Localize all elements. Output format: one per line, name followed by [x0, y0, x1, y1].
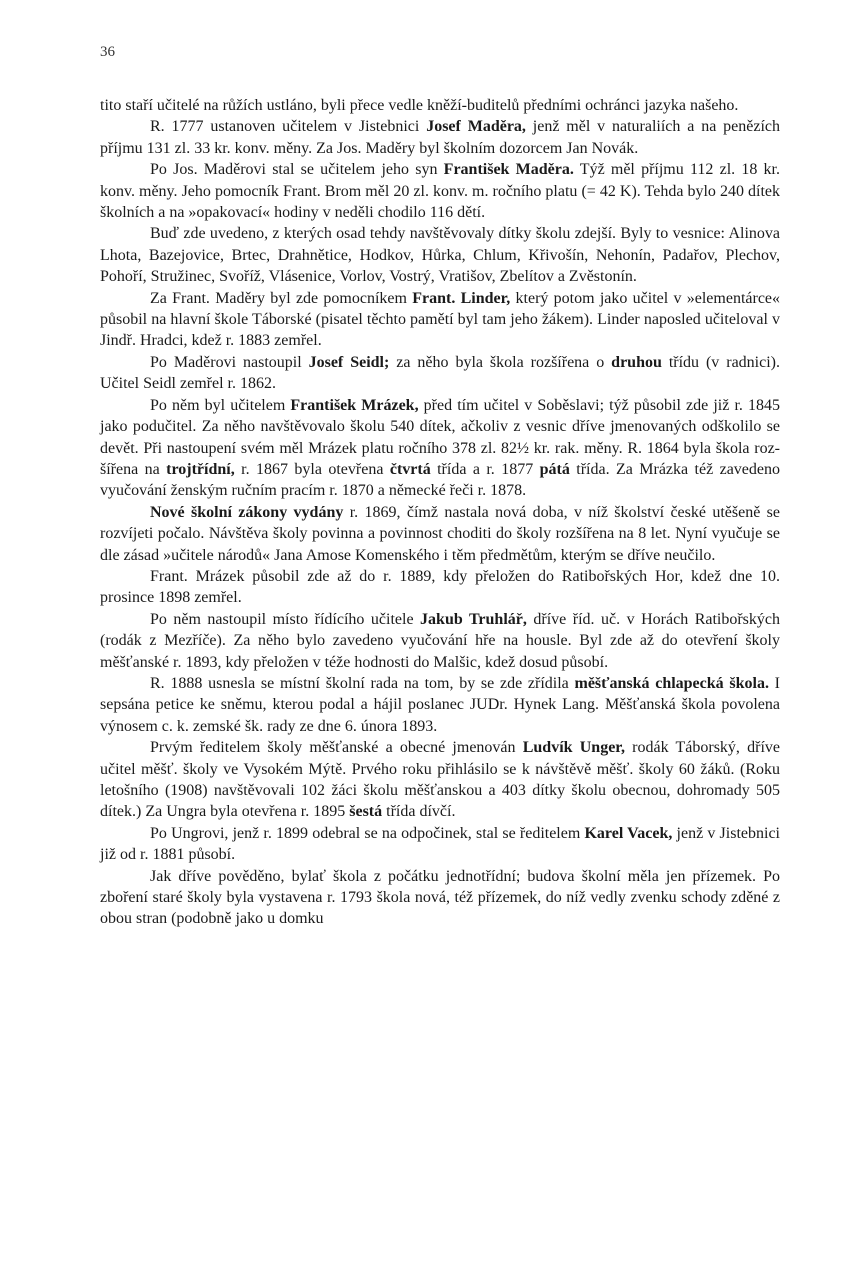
- text-run: Týž měl příjmu 112 zl. 18 kr. konv. měny. Jeho pomocník Frant. Brom měl 20 zl. konv. m. ročního platu (= 42 K). Tehda bylo 240 dítek školních a na »opakovací« hodiny v neděli chodilo 116 dětí.: [100, 161, 781, 222]
- text-run: Buď zde uvedeno, z kterých osad tehdy navštěvovaly dítky školu zdejší. Byly to vesnice: Alinova Lhota, Bazejovice, Brtec, Drahnětice, Hodkov, Hůrka, Chlum, Křivošín, Nehonín, Padařov, Plechov, Pohoří, Stružinec, Svoříž, Vlásenice, Vorlov, Vostrý, Vratišov, Zbelítov a Zvěstonín.: [100, 225, 780, 286]
- text-run: rodák Táborský, dříve učitel měšť. školy ve Vysokém Mýtě. Prvého roku přihlásilo se k návštěvě měšť. školy 60 žáků. (Roku letošního (1908) navštěvovali 102 žáci školu měšťanskou a 403 dítky školu obecnou, dohromady 505 dítek.) Za Ungra byla otevřena r. 1895: [100, 739, 781, 821]
- bold-term: šestá: [349, 803, 383, 821]
- text-run: třídu (v radnici). Učitel Seidl zemřel r. 1862.: [100, 353, 780, 393]
- text-run: R. 1888 usnesla se místní školní rada na tom, by se zde zřídila: [150, 674, 575, 692]
- bold-term: trojtřídní,: [166, 460, 235, 478]
- text-run: I sepsána petice ke sněmu, kterou podal a hájil poslanec JUDr. Hynek Lang. Měšťanská škola povolena výnosem c. k. zemské šk. rady ze dne 6. února 1893.: [100, 674, 780, 735]
- text-run: Frant. Mrázek působil zde až do r. 1889, kdy přeložen do Ratibořských Hor, kdež dne 10. prosince 1898 zemřel.: [100, 567, 780, 607]
- paragraph: [100, 116, 780, 159]
- bold-term: čtvrtá: [389, 460, 431, 478]
- bold-term: Nové školní zákony vydány: [150, 503, 344, 521]
- bold-term: Jakub Truhlář,: [420, 610, 527, 628]
- bold-term: Josef Maděra,: [426, 118, 526, 136]
- text-run: Jak dříve pověděno, bylať škola z počátku jednotřídní; budova školní měla jen přízemek. Po zboření staré školy byla vystavena r. 1793 škola nová, též přízemek, do níž vedly zvenku schody zděné z obou stran (podobně jako u domku: [100, 867, 780, 928]
- paragraph: [100, 609, 780, 673]
- text-run: třída dívčí.: [382, 803, 456, 821]
- paragraph: [100, 288, 780, 352]
- paragraph: [100, 223, 780, 287]
- bold-term: Ludvík Unger,: [522, 739, 625, 757]
- text-run: Po něm nastoupil místo řídícího učitele: [150, 610, 421, 628]
- bold-term: František Maděra.: [443, 161, 574, 179]
- bold-term: druhou: [611, 353, 662, 371]
- paragraph: [100, 502, 780, 566]
- text-run: tito staří učitelé na růžích ustláno, byli přece vedle kněží-buditelů předními ochránci jazyka našeho.: [100, 97, 739, 114]
- page-body-text: [100, 95, 780, 930]
- bold-term: Josef Seidl;: [308, 353, 390, 371]
- text-run: R. 1777 ustanoven učitelem v Jistebnici: [150, 118, 427, 136]
- paragraph: [100, 566, 780, 609]
- text-run: Po Maděrovi nastoupil: [150, 353, 309, 371]
- bold-term: Karel Vacek,: [584, 824, 673, 842]
- text-run: Prvým ředitelem školy měšťanské a obecné jmenován: [150, 739, 523, 757]
- text-run: Po Ungrovi, jenž r. 1899 odebral se na odpočinek, stal se ředitelem: [150, 824, 585, 842]
- paragraph: [100, 673, 780, 737]
- paragraph: [100, 95, 780, 116]
- text-run: dříve říd. uč. v Horách Ratibořských (rodák z Mezříče). Za něho bylo zavedeno vyučování hře na housle. Byl zde až do otevření školy měšťanské r. 1893, kdy přeložen v téže hodnosti do Malšic, kdež dosud působí.: [100, 610, 781, 671]
- bold-term: pátá: [539, 460, 570, 478]
- paragraph: [100, 352, 780, 395]
- text-run: r. 1867 byla otevřena: [234, 460, 390, 478]
- paragraph: [100, 159, 780, 223]
- bold-term: František Mrázek,: [290, 396, 419, 414]
- text-run: r. 1869, čímž nastala nová doba, v níž školství české utěšeně se rozvíjeti počalo. Návštěva školy povinna a povinnost choditi do školy rozšířena na 8 let. Nyní vyučuje se dle zásad »učitele národů« Jana Amose Komenského i těm předmětům, kterým se dříve neučilo.: [100, 503, 780, 564]
- text-run: třída. Za Mrázka též zavedeno vyučování ženským ručním pracím r. 1870 a německé řeči r. 1878.: [100, 460, 781, 500]
- page-number: 36: [100, 44, 115, 60]
- paragraph: [100, 395, 780, 502]
- text-run: před tím učitel v Soběslavi; týž působil zde již r. 1845 jako podučitel. Za něho navštěvovalo školu 540 dítek, ačkoliv z vesnic dříve jmenovaných odškolilo se devět. Při nastoupení svém měl Mrázek platu ročního 378 zl. 82½ kr. rak. měny. R. 1864 byla škola rozšířena na: [100, 396, 780, 478]
- text-run: jenž v Jistebnici již od r. 1881 působí.: [100, 824, 780, 864]
- text-run: Za Frant. Maděry byl zde pomocníkem: [150, 289, 413, 307]
- bold-term: Frant. Linder,: [412, 289, 511, 307]
- paragraph: [100, 866, 780, 930]
- text-run: Po něm byl učitelem: [150, 396, 291, 414]
- text-run: třída a r. 1877: [430, 460, 540, 478]
- paragraph: [100, 737, 780, 823]
- text-run: Po Jos. Maděrovi stal se učitelem jeho syn: [150, 161, 444, 179]
- paragraph: [100, 823, 780, 866]
- text-run: jenž měl v naturaliích a na penězích příjmu 131 zl. 33 kr. konv. měny. Za Jos. Maděry byl školním dozorcem Jan Novák.: [100, 118, 781, 157]
- text-run: za něho byla škola rozšířena o: [389, 353, 612, 371]
- text-run: který potom jako učitel v »elementárce« působil na hlavní škole Táborské (pisatel těchto pamětí byl tam jeho žákem). Linder naposled učiteloval v Jindř. Hradci, kdež r. 1883 zemřel.: [100, 289, 781, 350]
- bold-term: měšťanská chlapecká škola.: [574, 674, 769, 692]
